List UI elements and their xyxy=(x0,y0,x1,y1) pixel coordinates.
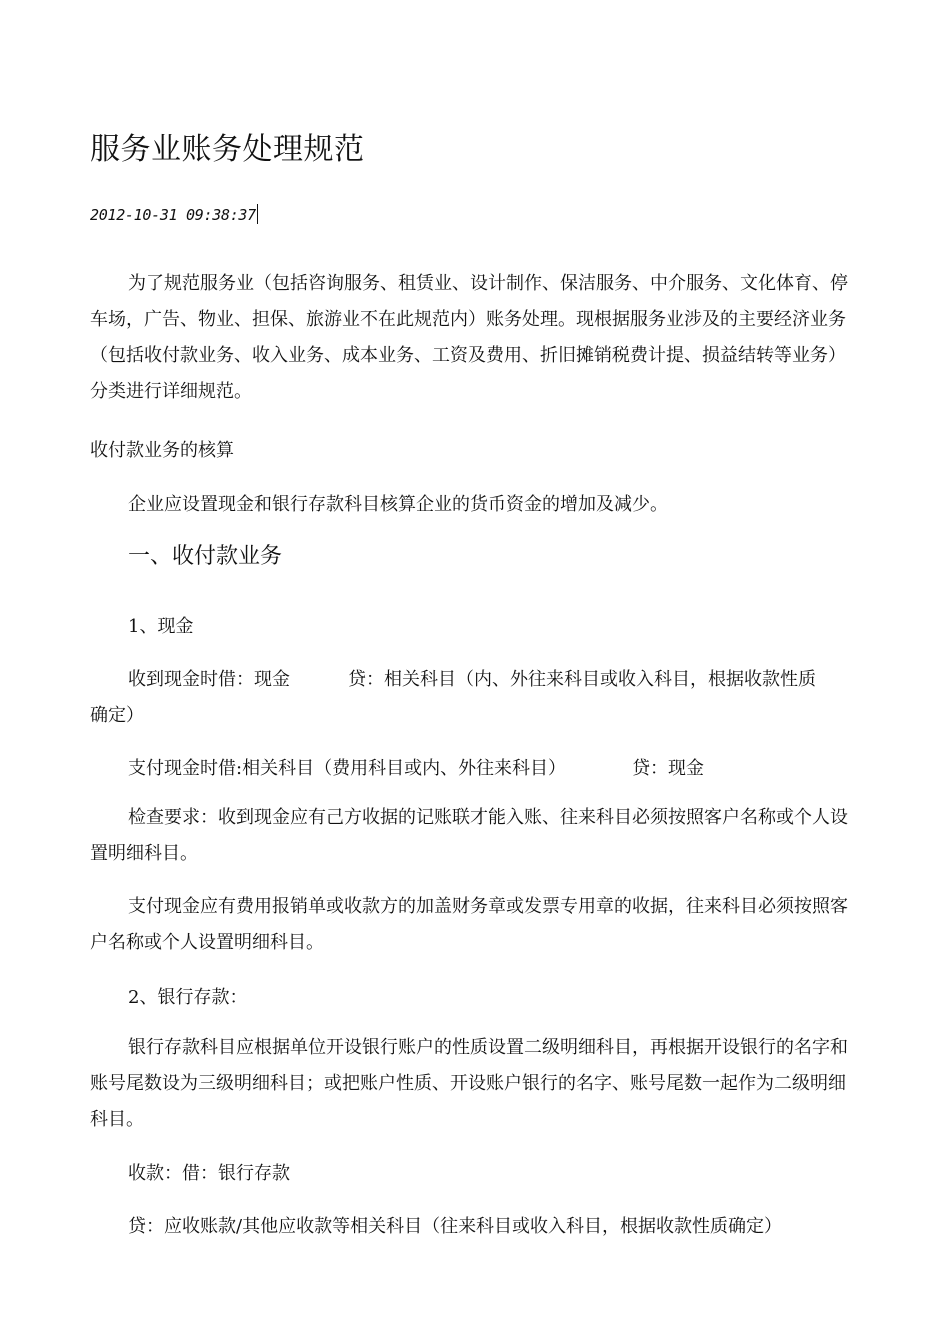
heading-receipts-payments: 一、收付款业务 xyxy=(128,544,283,569)
intro-paragraph: 为了规范服务业（包括咨询服务、租赁业、设计制作、保洁服务、中介服务、文化体育、停车场，广告、物业、担保、旅游业不在此规范内）账务处理。现根据服务业涉及的主要经济业务（包括收付款业务、收入业务、成本业务、工资及费用、折旧摊销税费计提、损益结转等业务）分类进行详细规范。 xyxy=(90,273,848,402)
bank-receive-debit: 收款：借：银行存款 xyxy=(128,1163,290,1184)
cash-pay-requirement: 支付现金应有费用报销单或收款方的加盖财务章或发票专用章的收据，往来科目必须按照客户名称或个人设置明细科目。 xyxy=(90,896,848,953)
bank-description: 银行存款科目应根据单位开设银行账户的性质设置二级明细科目，再根据开设银行的名字和账号尾数设为三级明细科目；或把账户性质、开设账户银行的名字、账号尾数一起作为二级明细科目。 xyxy=(90,1037,848,1130)
cash-pay-debit: 支付现金时借:相关科目（费用科目或内、外往来科目） xyxy=(128,758,567,779)
bank-label: 2、银行存款： xyxy=(128,987,248,1008)
cash-pay-entry xyxy=(128,754,704,780)
cash-check-requirement: 检查要求：收到现金应有己方收据的记账联才能入账、往来科目必须按照客户名称或个人设置明细科目。 xyxy=(90,807,848,864)
cash-receive-debit: 收到现金时借：现金 xyxy=(128,669,290,690)
section-title: 收付款业务的核算 xyxy=(90,440,234,461)
page-title: 服务业账务处理规范 xyxy=(90,132,365,167)
cash-receive-entry xyxy=(128,665,816,691)
bank-receive-credit: 贷：应收账款/其他应收款等相关科目（往来科目或收入科目，根据收款性质确定） xyxy=(128,1216,783,1237)
timestamp xyxy=(90,204,258,224)
cash-receive-credit-cont: 确定） xyxy=(90,705,144,726)
timestamp-text: 2012-10-31 09:38:37 xyxy=(90,206,256,224)
cash-pay-credit: 贷：现金 xyxy=(632,758,705,779)
cash-label: 1、现金 xyxy=(128,616,194,637)
section-intro: 企业应设置现金和银行存款科目核算企业的货币资金的增加及减少。 xyxy=(128,494,668,515)
text-cursor xyxy=(257,204,258,224)
cash-receive-credit: 贷：相关科目（内、外往来科目或收入科目，根据收款性质 xyxy=(348,669,816,690)
